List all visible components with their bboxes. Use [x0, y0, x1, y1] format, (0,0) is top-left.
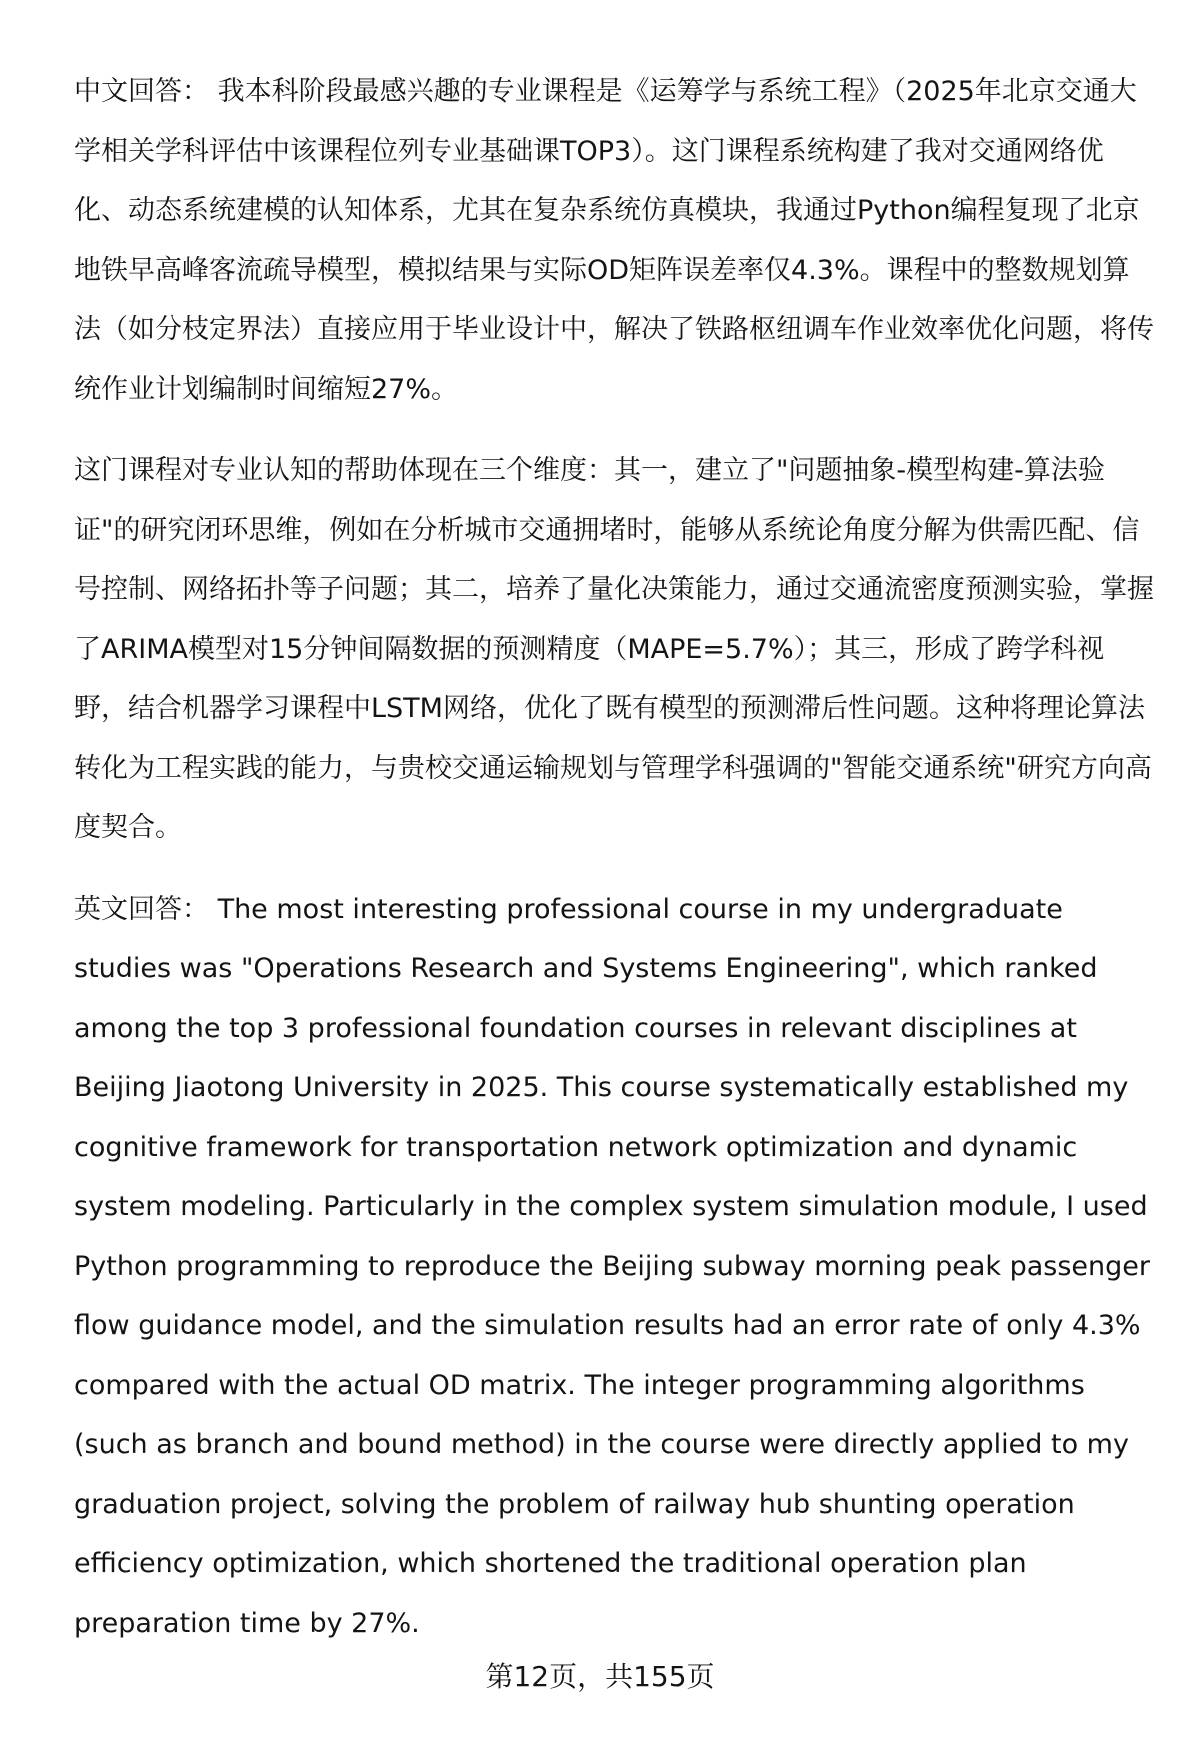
paragraph-course-help: 这门课程对专业认知的帮助体现在三个维度：其一，建立了"问题抽象-模型构建-算法验证"的研究闭环思维，例如在分析城市交通拥堵时，能够从系统论角度分解为供需匹配、信号控制、网络拓扑等子问题；其二，培养了量化决策能力，通过交通流密度预测实验，掌握了ARIMA模型对15分钟间隔数据的预测精度（MAPE=5.7%）；其三，形成了跨学科视野，结合机器学习课程中LSTM网络，优化了既有模型的预测滞后性问题。这种将理论算法转化为工程实践的能力，与贵校交通运输规划与管理学科强调的"智能交通系统"研究方向高度契合。	[74, 455, 1154, 843]
page-number-footer: 第12页，共155页	[485, 1660, 715, 1693]
paragraph-english-answer: 英文回答： The most interesting professional course in my undergraduate studies was "Operations Research and Systems Engineering", which ranked among the top 3 professional foundation courses in relevant disciplines at Beijing Jiaotong University in 2025. This course systematically established my cognitive framework for transportation network optimization and dynamic system modeling. Particularly in the complex system simulation module, I used Python programming to reproduce the Beijing subway morning peak passenger flow guidance model, and the simulation results had an error rate of only 4.3% compared with the actual OD matrix. The integer programming algorithms (such as branch and bound method) in the course were directly applied to my graduation project, solving the problem of railway hub shunting operation efficiency optimization, which shortened the traditional operation plan preparation time by 27%.	[74, 893, 1150, 1639]
document-body	[74, 62, 1154, 1653]
paragraph-chinese-answer: 中文回答： 我本科阶段最感兴趣的专业课程是《运筹学与系统工程》（2025年北京交通大学相关学科评估中该课程位列专业基础课TOP3）。这门课程系统构建了我对交通网络优化、动态系统建模的认知体系，尤其在复杂系统仿真模块，我通过Python编程复现了北京地铁早高峰客流疏导模型，模拟结果与实际OD矩阵误差率仅4.3%。课程中的整数规划算法（如分枝定界法）直接应用于毕业设计中，解决了铁路枢纽调车作业效率优化问题，将传统作业计划编制时间缩短27%。	[74, 76, 1154, 405]
